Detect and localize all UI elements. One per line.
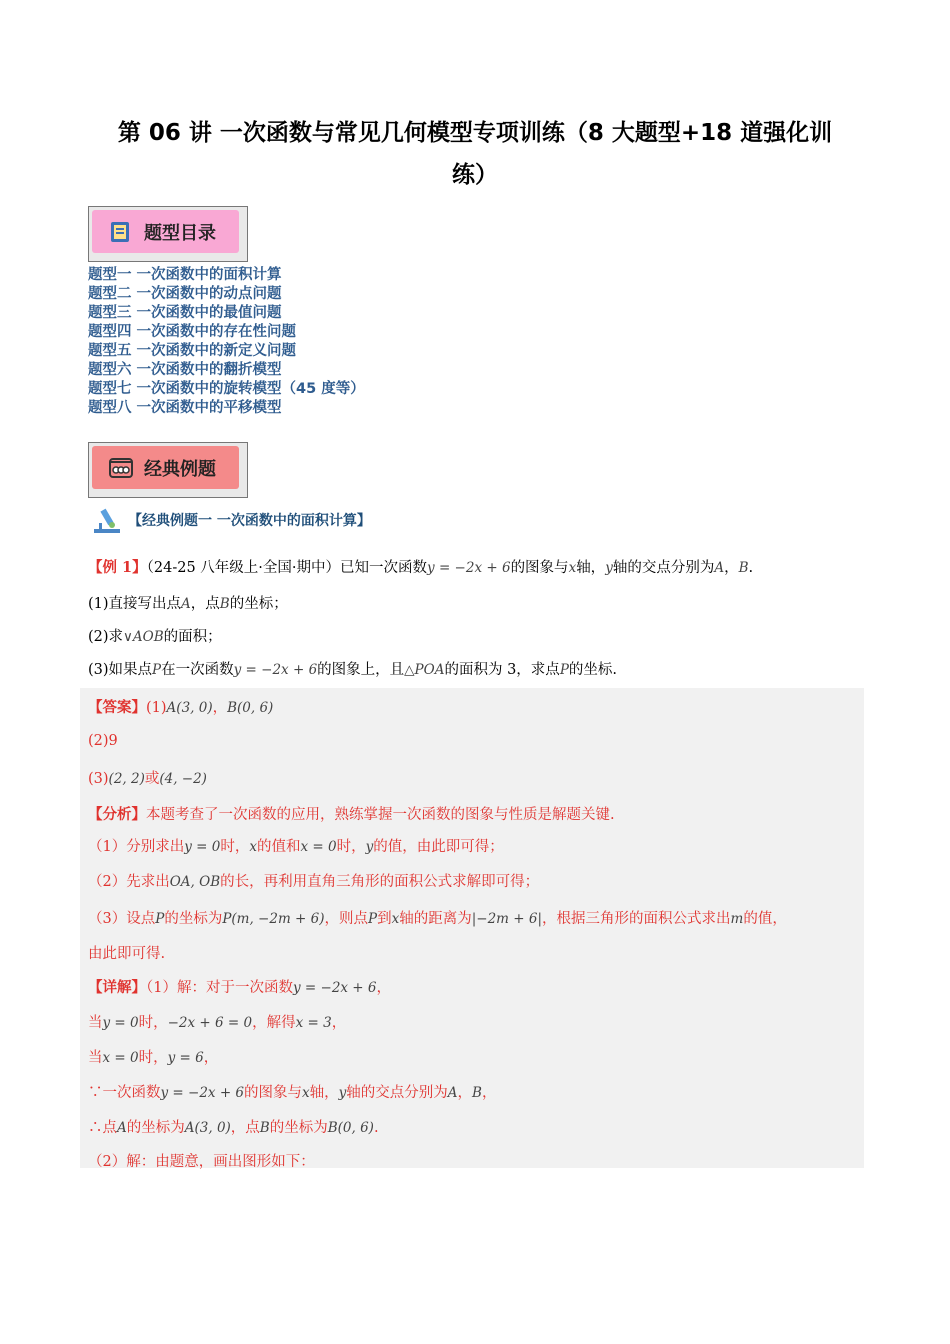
text: .: [748, 560, 754, 576]
formula: x: [249, 839, 257, 855]
formula: y = −2x + 6: [292, 980, 377, 996]
examples-banner-label: 经典例题: [144, 458, 216, 480]
formula: y: [338, 1085, 347, 1101]
text: ，: [724, 560, 739, 576]
text: 在一次函数: [161, 662, 234, 678]
formula: A: [447, 1085, 458, 1101]
text: ，: [457, 1085, 473, 1101]
text: 的坐标；: [229, 596, 288, 612]
text: 的图象与: [244, 1085, 303, 1101]
formula: y = 0: [184, 839, 221, 855]
microscope-icon: [90, 505, 124, 535]
detail-line-6: [88, 1150, 315, 1171]
text: 的值，: [743, 911, 787, 927]
analysis-step-3: [88, 907, 787, 928]
toc-item[interactable]: 题型五 一次函数中的新定义问题: [88, 343, 297, 359]
detail-line-3: [88, 1046, 218, 1067]
formula: x = 0: [300, 839, 337, 855]
formula: P: [155, 911, 165, 927]
formula: y = −2x + 6: [160, 1085, 245, 1101]
example-tag: 【例 1】: [88, 559, 147, 576]
text: 的值和: [256, 839, 301, 855]
formula: (4, −2): [159, 771, 207, 787]
formula: x = 0: [102, 1050, 139, 1066]
text: (3)如果点: [88, 662, 153, 678]
text: 的坐标为: [126, 1120, 185, 1136]
toc-item[interactable]: 题型一 一次函数中的面积计算: [88, 267, 282, 283]
formula: A(3, 0): [184, 1120, 231, 1136]
text: ，: [376, 980, 392, 996]
formula: x: [302, 1085, 310, 1101]
text: 的坐标为: [164, 911, 223, 927]
formula: P(m, −2m + 6): [222, 911, 325, 927]
text: 的面积；: [163, 629, 222, 645]
text: 的长，再利用直角三角形的面积公式求解即可得；: [220, 874, 540, 890]
text: 本题考查了一次函数的应用，熟练掌握一次函数的图象与性质是解题关键.: [146, 807, 615, 823]
formula: B: [259, 1120, 270, 1136]
text: 或: [144, 771, 160, 787]
text: 时，: [138, 1050, 168, 1066]
formula: y = −2x + 6: [427, 560, 511, 576]
text: （3）设点: [88, 911, 156, 927]
text: （1）解：对于一次函数: [146, 980, 293, 996]
formula: A(3, 0): [166, 700, 213, 716]
formula: y: [605, 560, 613, 576]
text: 的图象上，且: [317, 662, 405, 678]
title-line-2: 练）: [452, 162, 498, 188]
toc-item[interactable]: 题型四 一次函数中的存在性问题: [88, 324, 297, 340]
text: ，点: [190, 596, 220, 612]
text: 时，: [220, 839, 250, 855]
text: .: [373, 1120, 379, 1136]
text: 轴的交点分别为: [346, 1085, 448, 1101]
text: 轴，: [309, 1085, 339, 1101]
formula: ∨AOB: [123, 629, 164, 645]
formula: A: [181, 596, 191, 612]
formula: B(0, 6): [327, 1120, 374, 1136]
formula: B: [472, 1085, 482, 1101]
toc-list: [88, 266, 365, 418]
text: 的值，由此即可得；: [373, 839, 504, 855]
detail-line-1: [88, 976, 391, 997]
toc-banner: [88, 206, 248, 262]
text: ，点: [230, 1120, 260, 1136]
formula: A: [714, 560, 725, 576]
detail-line-5: [88, 1116, 379, 1137]
detail-line-4: [88, 1081, 496, 1102]
page-title: [90, 112, 860, 196]
formula: P: [368, 911, 378, 927]
text: ，解得: [252, 1015, 296, 1031]
text: ，: [203, 1050, 219, 1066]
text: (3): [88, 771, 109, 787]
examples-banner: [88, 442, 248, 498]
analysis-step-2: [88, 870, 539, 891]
toc-banner-label: 题型目录: [144, 222, 216, 244]
beads-icon: [108, 455, 134, 481]
text: 当: [88, 1015, 103, 1031]
text: ，则点: [324, 911, 369, 927]
text: （2）先求出: [88, 874, 170, 890]
text: 当: [88, 1050, 103, 1066]
text: (2)9: [88, 733, 118, 749]
text: （24-25 八年级上·全国·期中）已知一次函数: [146, 560, 428, 576]
section-heading: [90, 505, 371, 535]
text: ∴点: [88, 1120, 117, 1136]
formula: −2x + 6 = 0: [167, 1015, 253, 1031]
text: 时，: [138, 1015, 168, 1031]
example-question: [88, 556, 753, 577]
formula: OA, OB: [169, 874, 221, 890]
text: （2）解：由题意，画出图形如下：: [88, 1154, 315, 1170]
text: 的坐标为: [269, 1120, 328, 1136]
detail-line-2: [88, 1011, 346, 1032]
formula: y: [365, 839, 374, 855]
toc-item[interactable]: 题型八 一次函数中的平移模型: [88, 400, 282, 416]
text: ，: [481, 1085, 497, 1101]
text: (1)直接写出点: [88, 596, 182, 612]
formula: △POA: [404, 662, 445, 678]
analysis-step-3-cont: [88, 942, 165, 963]
detail-tag: 【详解】: [88, 979, 146, 996]
formula: x: [391, 911, 400, 927]
answer-line-2: [88, 733, 118, 749]
formula: x: [568, 560, 577, 576]
analysis-line: [88, 803, 615, 824]
book-icon: [108, 219, 134, 245]
formula: B: [738, 560, 749, 576]
text: 的面积为 3，求点: [444, 662, 560, 678]
answer-line-1: [88, 696, 273, 717]
text: 轴的交点分别为: [612, 560, 715, 576]
text: 轴，: [576, 560, 606, 576]
text: ，: [331, 1015, 347, 1031]
title-line-1: 第 06 讲 一次函数与常见几何模型专项训练（8 大题型+18 道强化训: [117, 120, 833, 146]
formula: y = 6: [167, 1050, 204, 1066]
text: 轴的距离为: [399, 911, 472, 927]
formula: B(0, 6): [227, 700, 274, 716]
text: ，: [212, 700, 228, 716]
question-part-1: [88, 592, 288, 613]
formula: |−2m + 6|: [471, 911, 543, 927]
question-part-3: [88, 658, 617, 679]
text: (2)求: [88, 629, 124, 645]
analysis-step-1: [88, 835, 504, 856]
section-heading-text: 【经典例题一 一次函数中的面积计算】: [128, 513, 371, 529]
toc-item[interactable]: 题型六 一次函数中的翻折模型: [88, 362, 282, 378]
formula: P: [559, 662, 569, 678]
text: 的坐标.: [568, 662, 618, 678]
formula: P: [152, 662, 162, 678]
text: ∵一次函数: [88, 1085, 161, 1101]
formula: (2, 2): [108, 771, 145, 787]
answer-tag: 【答案】: [88, 699, 146, 716]
text: 的图象与: [510, 560, 569, 576]
toc-item[interactable]: 题型七 一次函数中的旋转模型（45 度等）: [88, 381, 365, 397]
text: （1）分别求出: [88, 839, 185, 855]
text: 时，: [336, 839, 366, 855]
analysis-tag: 【分析】: [88, 806, 146, 823]
text: (1): [146, 700, 167, 716]
question-part-2: [88, 625, 222, 646]
text: ，根据三角形的面积公式求出: [542, 911, 731, 927]
formula: B: [219, 596, 230, 612]
formula: y = −2x + 6: [233, 662, 318, 678]
formula: A: [117, 1120, 127, 1136]
formula: x = 3: [295, 1015, 332, 1031]
toc-item[interactable]: 题型二 一次函数中的动点问题: [88, 286, 282, 302]
formula: m: [730, 911, 744, 927]
answer-line-3: [88, 767, 207, 788]
text: 到: [377, 911, 392, 927]
toc-item[interactable]: 题型三 一次函数中的最值问题: [88, 305, 282, 321]
formula: y = 0: [102, 1015, 139, 1031]
text: 由此即可得.: [88, 946, 166, 962]
